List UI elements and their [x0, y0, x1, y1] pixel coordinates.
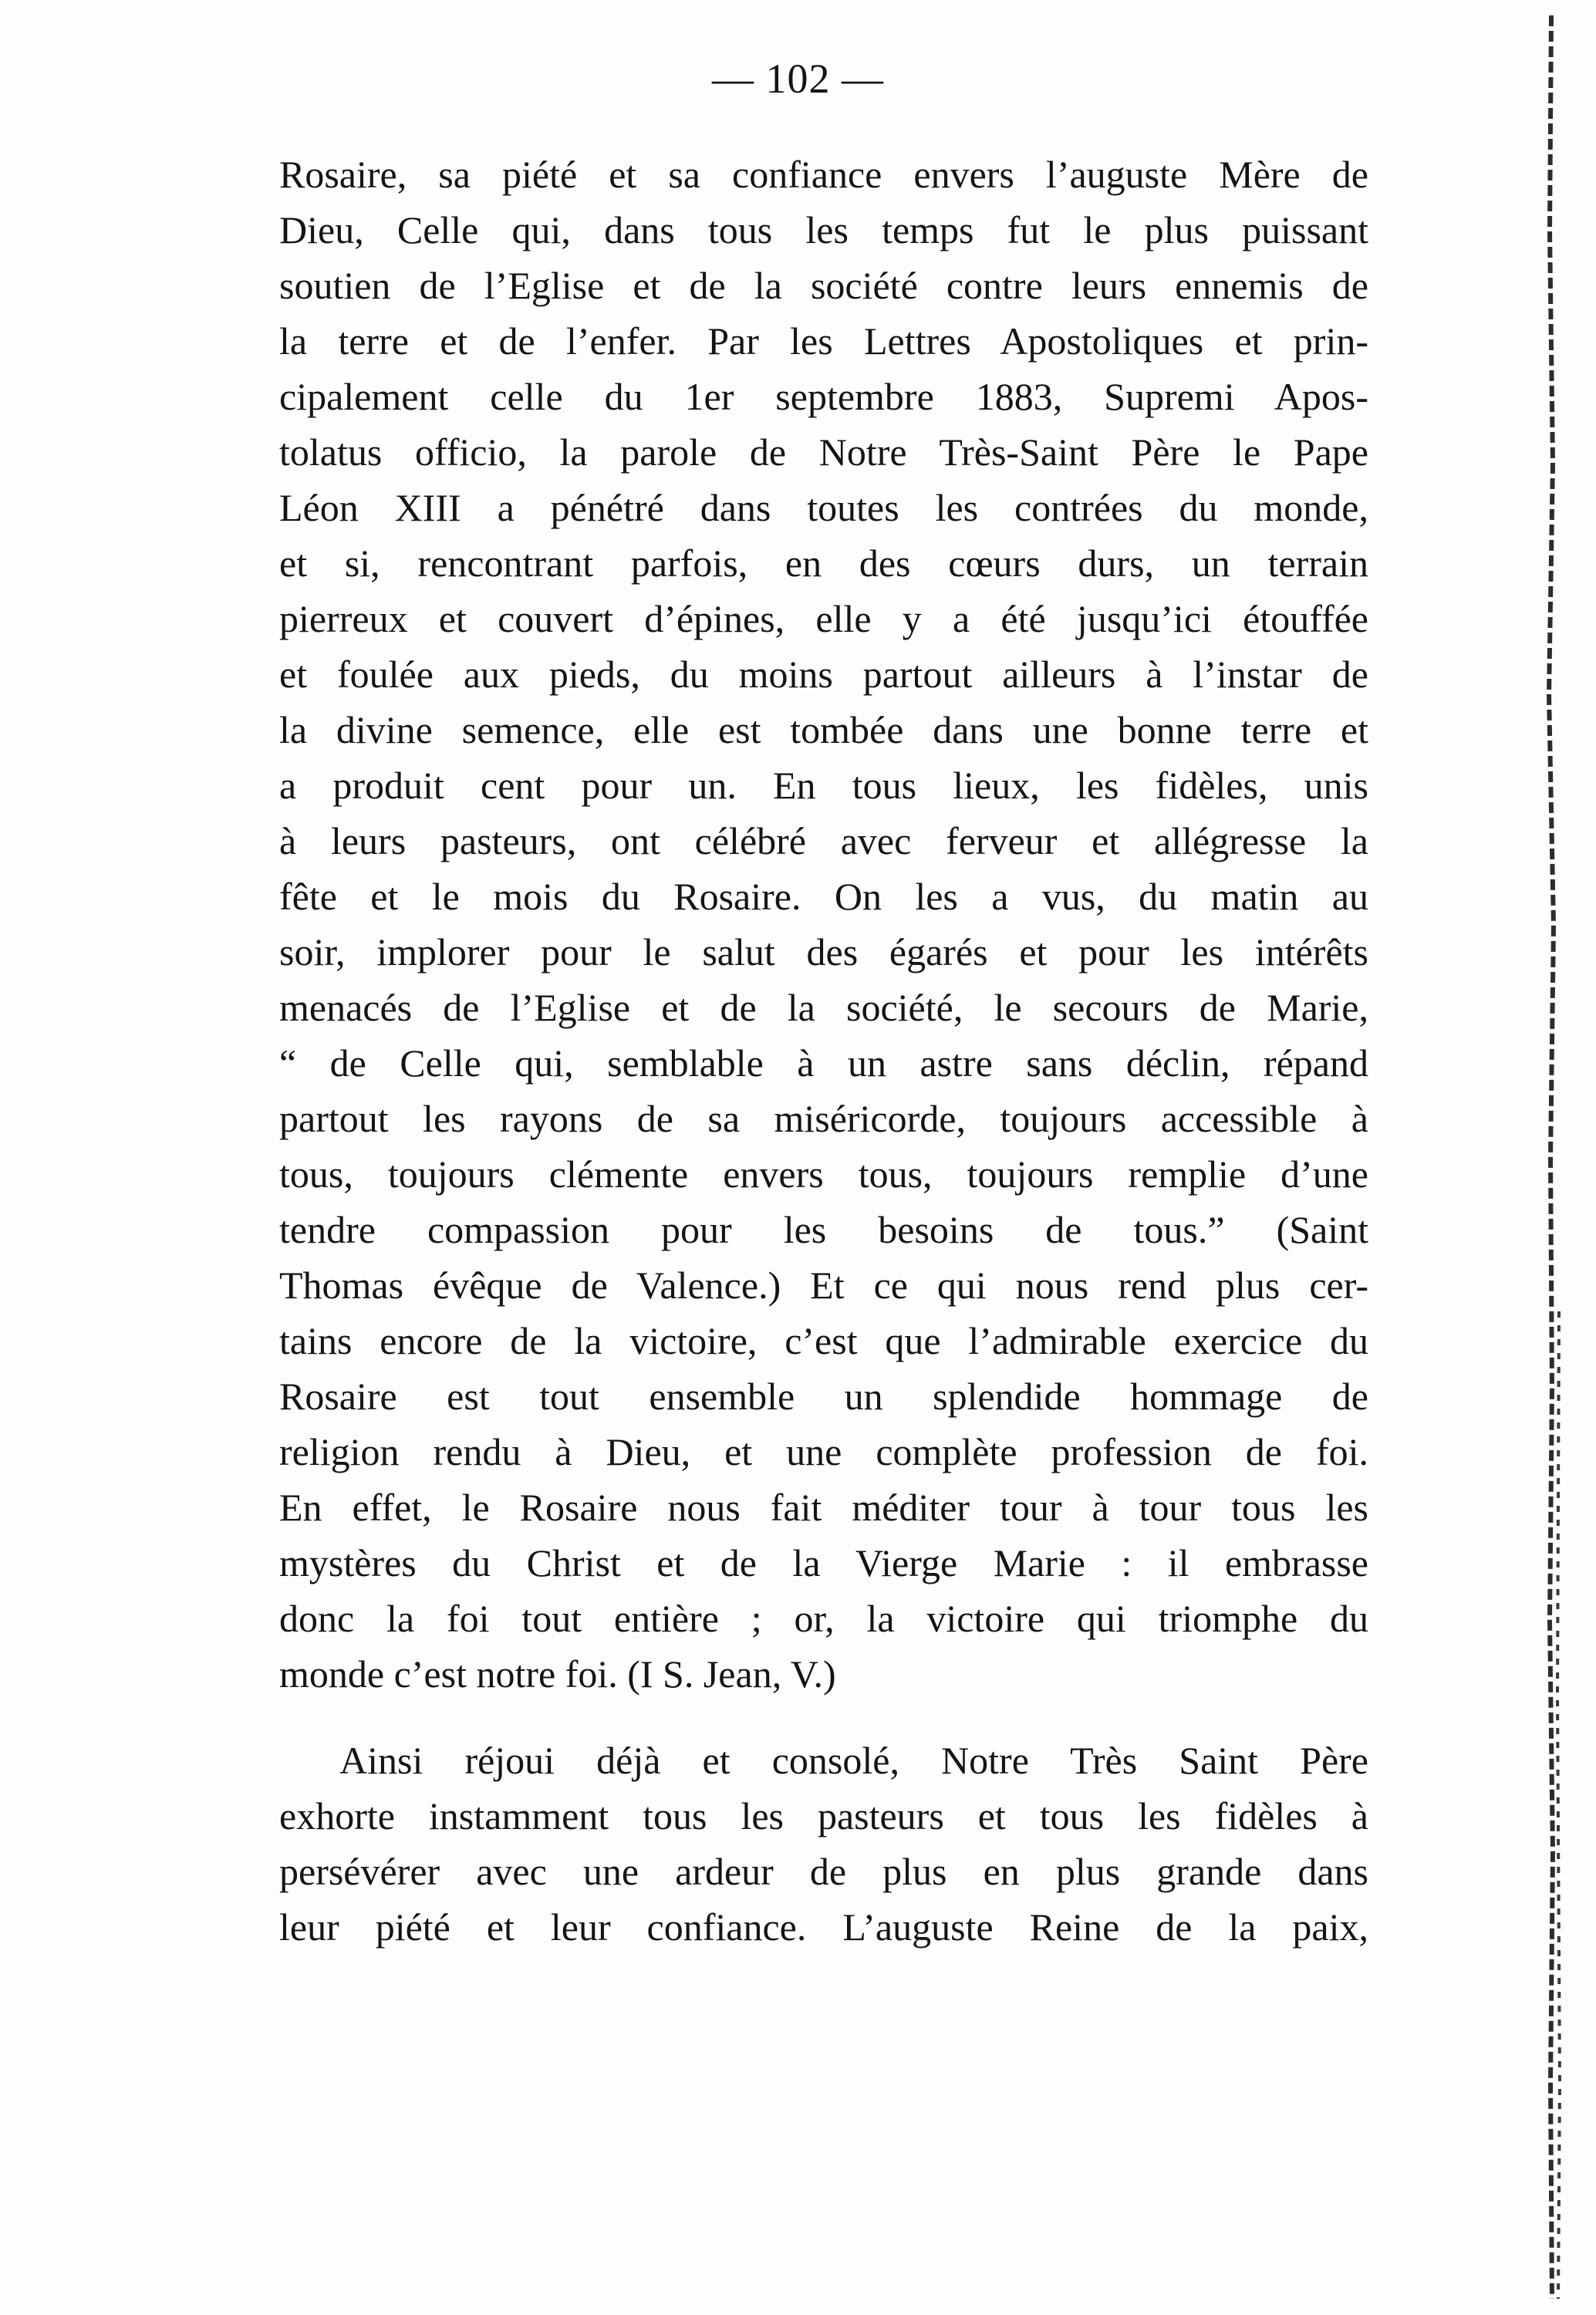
text-line: En effet, le Rosaire nous fait méditer tour à tour tous les	[279, 1486, 1368, 1529]
text-line: et si, rencontrant parfois, en des cœurs durs, un terrain	[279, 542, 1368, 585]
text-line: leur piété et leur confiance. L’auguste Reine de la paix,	[279, 1905, 1368, 1949]
text-line: soir, implorer pour le salut des égarés et pour les intérêts	[279, 930, 1368, 974]
text-line: tolatus officio, la parole de Notre Très-Saint Père le Pape	[279, 430, 1368, 474]
text-line: donc la foi tout entière ; or, la victoire qui triomphe du	[279, 1597, 1368, 1640]
paragraph-spacer	[279, 1702, 1368, 1733]
page-binding-edge	[1536, 0, 1567, 2315]
text-line: soutien de l’Eglise et de la société contre leurs ennemis de	[279, 264, 1368, 307]
text-line: a produit cent pour un. En tous lieux, les fidèles, unis	[279, 764, 1368, 807]
text-line: et foulée aux pieds, du moins partout ailleurs à l’instar de	[279, 653, 1368, 696]
text-line: partout les rayons de sa miséricorde, toujours accessible à	[279, 1097, 1368, 1140]
text-line: Léon XIII a pénétré dans toutes les contrées du monde,	[279, 486, 1368, 529]
text-line: pierreux et couvert d’épines, elle y a été jusqu’ici étouffée	[279, 597, 1368, 640]
text-line: à leurs pasteurs, ont célébré avec ferveur et allégresse la	[279, 819, 1368, 862]
text-line: fête et le mois du Rosaire. On les a vus, du matin au	[279, 875, 1368, 918]
paragraph-2	[279, 1733, 1368, 1955]
text-line: tains encore de la victoire, c’est que l’admirable exercice du	[279, 1319, 1368, 1362]
text-line: Thomas évêque de Valence.) Et ce qui nous rend plus cer-	[279, 1264, 1368, 1307]
text-line: religion rendu à Dieu, et une complète profession de foi.	[279, 1430, 1368, 1473]
text-line: “ de Celle qui, semblable à un astre sans déclin, répand	[279, 1041, 1368, 1085]
text-line: exhorte instamment tous les pasteurs et tous les fidèles à	[279, 1794, 1368, 1837]
text-line: Rosaire, sa piété et sa confiance envers l’auguste Mère de	[279, 153, 1368, 196]
text-line: menacés de l’Eglise et de la société, le secours de Marie,	[279, 986, 1368, 1029]
text-line: tous, toujours clémente envers tous, toujours remplie d’une	[279, 1152, 1368, 1196]
text-line: la divine semence, elle est tombée dans une bonne terre et	[279, 708, 1368, 751]
text-line: cipalement celle du 1er septembre 1883, Supremi Apos-	[279, 375, 1368, 418]
body-text	[279, 147, 1368, 1955]
paragraph-1	[279, 147, 1368, 1702]
text-line: monde c’est notre foi. (I S. Jean, V.)	[279, 1652, 836, 1696]
text-line: Dieu, Celle qui, dans tous les temps fut le plus puissant	[279, 208, 1368, 251]
text-line: Ainsi réjoui déjà et consolé, Notre Très Saint Père	[339, 1739, 1368, 1782]
text-line: mystères du Christ et de la Vierge Marie : il embrasse	[279, 1541, 1368, 1584]
text-line: la terre et de l’enfer. Par les Lettres Apostoliques et prin-	[279, 319, 1368, 363]
text-line: Rosaire est tout ensemble un splendide hommage de	[279, 1375, 1368, 1418]
text-line: persévérer avec une ardeur de plus en plus grande dans	[279, 1850, 1368, 1893]
page-number: — 102 —	[712, 56, 884, 102]
text-line: tendre compassion pour les besoins de tous.” (Saint	[279, 1208, 1368, 1251]
